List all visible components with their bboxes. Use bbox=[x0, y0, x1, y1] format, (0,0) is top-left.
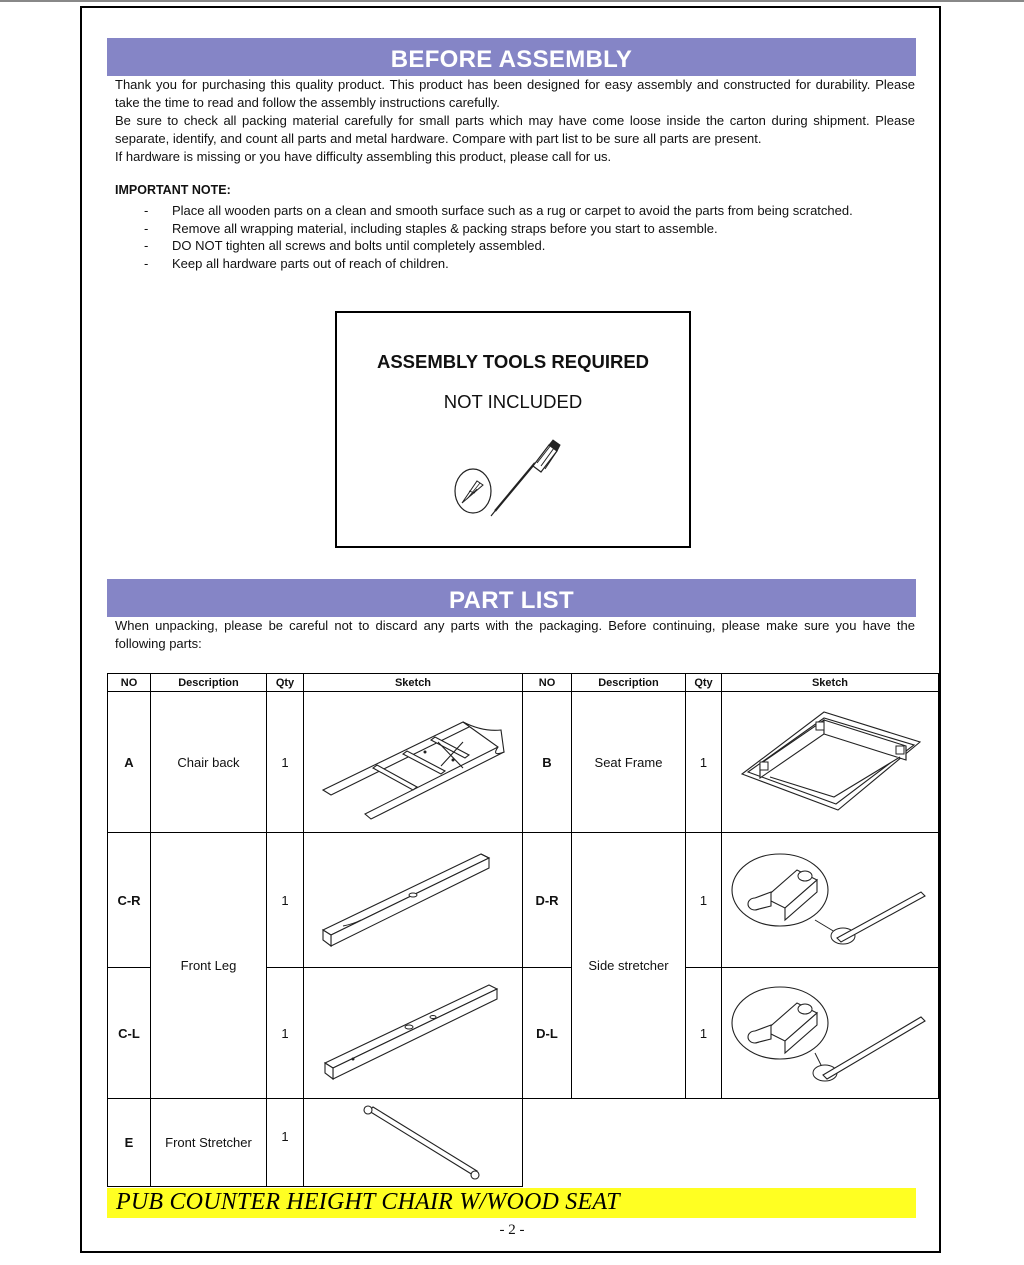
part-no: B bbox=[523, 692, 572, 833]
note-text: Remove all wrapping material, including staples & packing straps before you start to assemble. bbox=[172, 220, 718, 236]
chair-back-sketch bbox=[313, 702, 513, 822]
part-list-intro-text: When unpacking, please be careful not to discard any parts with the packaging. Before continuing, please make sure you have the following parts: bbox=[115, 618, 915, 651]
part-no: E bbox=[108, 1099, 151, 1187]
sketch-front-leg-left bbox=[304, 968, 523, 1099]
header-description: Description bbox=[151, 674, 267, 692]
note-text: Keep all hardware parts out of reach of children. bbox=[172, 255, 449, 271]
part-no: D-R bbox=[523, 833, 572, 968]
note-item bbox=[140, 202, 916, 220]
part-qty: 1 bbox=[686, 833, 722, 968]
before-assembly-banner: BEFORE ASSEMBLY bbox=[107, 38, 916, 76]
part-no: C-R bbox=[108, 833, 151, 968]
part-list-intro bbox=[115, 617, 915, 653]
note-item bbox=[140, 237, 916, 255]
important-notes-list bbox=[140, 202, 916, 272]
part-qty: 1 bbox=[267, 968, 304, 1099]
note-text: Place all wooden parts on a clean and smooth surface such as a rug or carpet to avoid the parts from being scratched. bbox=[172, 203, 853, 218]
sketch-side-stretcher-left bbox=[722, 968, 939, 1099]
sketch-side-stretcher-right bbox=[722, 833, 939, 968]
seat-frame-sketch bbox=[730, 702, 930, 822]
part-qty: 1 bbox=[267, 1099, 304, 1187]
part-no: C-L bbox=[108, 968, 151, 1099]
part-qty: 1 bbox=[686, 692, 722, 833]
part-description: Front Leg bbox=[151, 833, 267, 1099]
header-qty: Qty bbox=[686, 674, 722, 692]
front-leg-left-sketch bbox=[313, 973, 513, 1093]
header-sketch: Sketch bbox=[722, 674, 939, 692]
bullet-dash: - bbox=[144, 238, 149, 253]
part-no: A bbox=[108, 692, 151, 833]
part-no: D-L bbox=[523, 968, 572, 1099]
important-note-title: IMPORTANT NOTE: bbox=[115, 183, 231, 197]
tools-title: ASSEMBLY TOOLS REQUIRED bbox=[376, 351, 650, 372]
table-row bbox=[108, 692, 939, 833]
header-no: NO bbox=[523, 674, 572, 692]
bullet-dash: - bbox=[144, 220, 149, 236]
part-qty: 1 bbox=[686, 968, 722, 1099]
front-stretcher-sketch bbox=[313, 1101, 513, 1185]
side-stretcher-left-sketch bbox=[725, 973, 935, 1093]
note-item bbox=[140, 255, 916, 273]
header-qty: Qty bbox=[267, 674, 304, 692]
intro-paragraph-3: If hardware is missing or you have difficulty assembling this product, please call for us. bbox=[115, 149, 612, 164]
intro-text bbox=[115, 76, 915, 166]
sketch-front-leg-right bbox=[304, 833, 523, 968]
sketch-seat-frame bbox=[722, 692, 939, 833]
header-sketch: Sketch bbox=[304, 674, 523, 692]
tools-box bbox=[335, 311, 691, 548]
page-number: - 2 - bbox=[499, 1222, 525, 1238]
empty-cell bbox=[523, 1099, 939, 1187]
part-qty: 1 bbox=[267, 833, 304, 968]
part-list-banner: PART LIST bbox=[107, 579, 916, 617]
intro-paragraph-2: Be sure to check all packing material carefully for small parts which may have come loose inside the carton during shipment. Please separate, identify, and count all parts and metal hardware. Compare with part list to be sure all parts are present. bbox=[115, 113, 915, 146]
table-row bbox=[108, 833, 939, 968]
header-no: NO bbox=[108, 674, 151, 692]
side-stretcher-right-sketch bbox=[725, 840, 935, 960]
table-row bbox=[108, 1099, 939, 1187]
product-name: PUB COUNTER HEIGHT CHAIR W/WOOD SEAT bbox=[116, 1189, 620, 1215]
note-item bbox=[140, 220, 916, 238]
header-description: Description bbox=[572, 674, 686, 692]
part-description: Seat Frame bbox=[572, 692, 686, 833]
table-header-row bbox=[108, 674, 939, 692]
top-rule bbox=[0, 0, 1024, 2]
intro-paragraph-1: Thank you for purchasing this quality product. This product has been designed for easy assembly and constructed for durability. Please take the time to read and follow the assembly instructions carefully. bbox=[115, 77, 915, 110]
screwdriver-icon bbox=[447, 433, 577, 533]
bullet-dash: - bbox=[144, 255, 149, 271]
tools-subtitle: NOT INCLUDED bbox=[443, 391, 583, 412]
part-description: Side stretcher bbox=[572, 833, 686, 1099]
front-leg-right-sketch bbox=[313, 840, 513, 960]
parts-table bbox=[107, 673, 939, 1187]
bullet-dash: - bbox=[144, 203, 149, 218]
part-description: Chair back bbox=[151, 692, 267, 833]
sketch-front-stretcher bbox=[304, 1099, 523, 1187]
sketch-chair-back bbox=[304, 692, 523, 833]
part-description: Front Stretcher bbox=[151, 1099, 267, 1187]
note-text: DO NOT tighten all screws and bolts until completely assembled. bbox=[172, 238, 546, 253]
part-qty: 1 bbox=[267, 692, 304, 833]
